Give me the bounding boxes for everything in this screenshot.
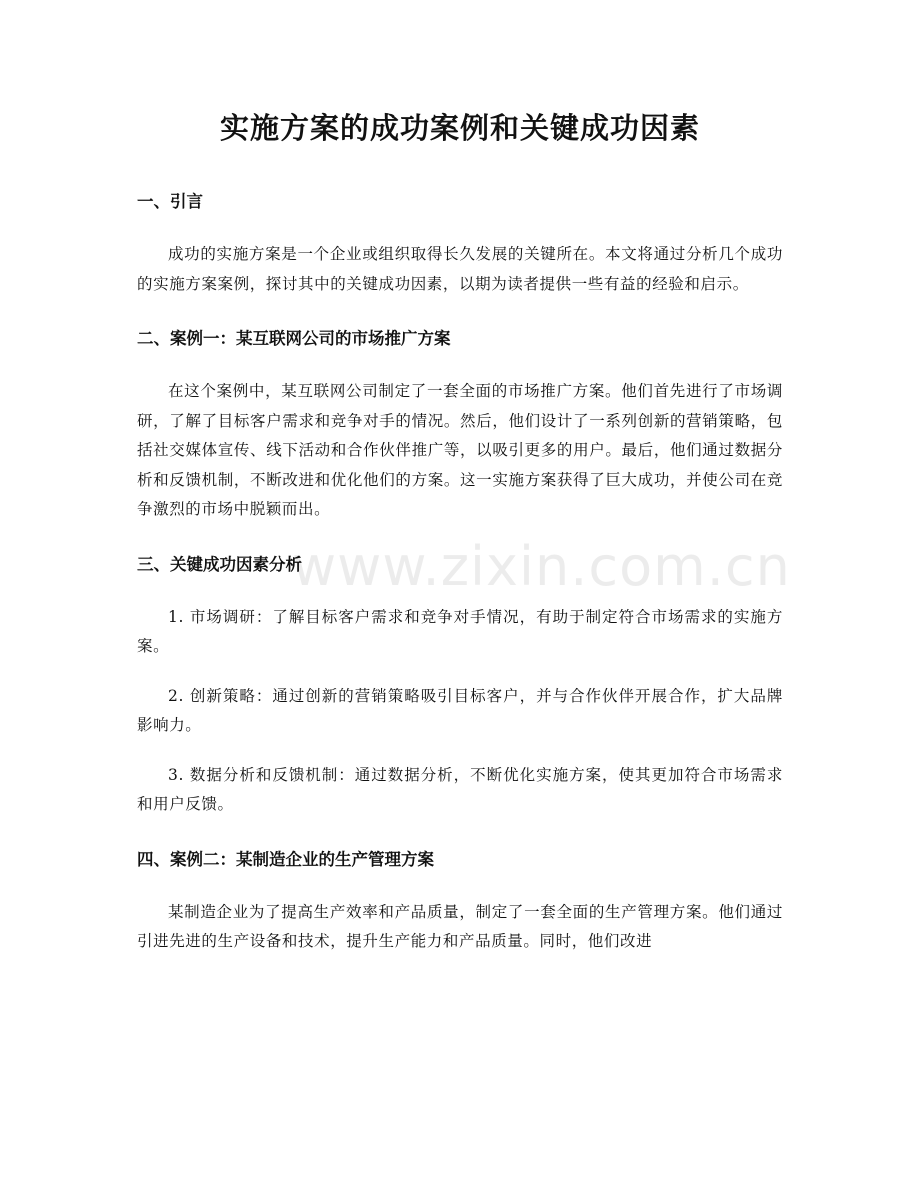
list-item: 3. 数据分析和反馈机制：通过数据分析，不断优化实施方案，使其更加符合市场需求和用户反馈。 [137,765,783,813]
section-heading-case-one: 二、案例一：某互联网公司的市场推广方案 [137,329,451,348]
paragraph: 某制造企业为了提高生产效率和产品质量，制定了一套全面的生产管理方案。他们通过引进先进的生产设备和技术，提升生产能力和产品质量。同时，他们改进 [137,902,783,950]
document-title: 实施方案的成功案例和关键成功因素 [219,111,700,145]
document-body [137,186,783,957]
watermark: www.zixin.com.cn [292,535,791,598]
section-heading-intro: 一、引言 [137,192,203,211]
list-item: 2. 创新策略：通过创新的营销策略吸引目标客户，并与合作伙伴开展合作，扩大品牌影响力。 [137,686,783,734]
paragraph: 在这个案例中，某互联网公司制定了一套全面的市场推广方案。他们首先进行了市场调研，了解了目标客户需求和竞争对手的情况。然后，他们设计了一系列创新的营销策略，包括社交媒体宣传、线下活动和合作伙伴推广等，以吸引更多的用户。最后，他们通过数据分析和反馈机制，不断改进和优化他们的方案。这一实施方案获得了巨大成功，并使公司在竞争激烈的市场中脱颖而出。 [137,382,783,518]
paragraph: 成功的实施方案是一个企业或组织取得长久发展的关键所在。本文将通过分析几个成功的实施方案案例，探讨其中的关键成功因素，以期为读者提供一些有益的经验和启示。 [137,245,783,293]
section-heading-key-factors: 三、关键成功因素分析 [137,554,302,574]
section-heading-case-two: 四、案例二：某制造企业的生产管理方案 [137,849,434,869]
list-item: 1. 市场调研：了解目标客户需求和竞争对手情况，有助于制定符合市场需求的实施方案。 [137,607,783,655]
